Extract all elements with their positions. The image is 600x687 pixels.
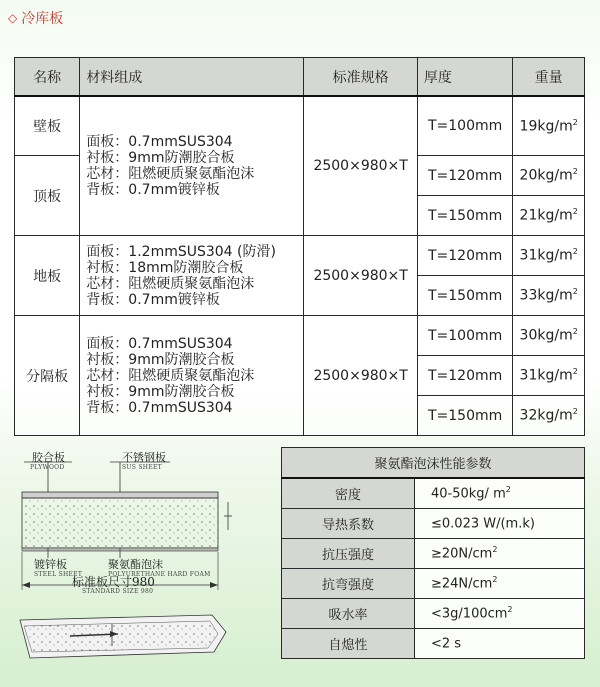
material-cell xyxy=(80,96,304,236)
thickness-cell: T=150mm xyxy=(417,396,512,436)
size-cell: 2500×980×T xyxy=(304,236,418,316)
thickness-cell: T=150mm xyxy=(417,196,512,236)
material-line: 衬板：9mm防潮胶合板 xyxy=(86,383,235,400)
weight-cell: $19kg/m^2$ xyxy=(513,96,585,156)
thickness-cell: T=100mm xyxy=(417,96,512,156)
foam-table-title: 聚氨酯泡沫性能参数 xyxy=(282,448,585,479)
property-name: 自熄性 xyxy=(282,629,415,659)
material-line: 芯材：阻燃硬质聚氨酯泡沫 xyxy=(86,166,255,182)
table-row xyxy=(282,599,585,629)
material-line: 芯材：阻燃硬质聚氨酯泡沫 xyxy=(86,275,255,292)
plywood-label: 胶合板 xyxy=(32,451,65,464)
section-title: 冷库板 xyxy=(21,11,64,27)
material-line: 衬板：9mm防潮胶合板 xyxy=(86,150,235,166)
material-line: 芯材：阻燃硬质聚氨酯泡沫 xyxy=(86,367,255,384)
panel-name: 壁板 xyxy=(15,96,80,156)
diamond-icon: ◇ xyxy=(8,11,18,25)
material-line: 衬板：18mm防潮胶合板 xyxy=(86,259,244,276)
thickness-cell: T=150mm xyxy=(417,276,512,316)
weight-cell: $33kg/m^2$ xyxy=(513,276,585,316)
standard-size-label-en: STANDARD SIZE 980 xyxy=(82,588,154,595)
property-value: $\ge 20N/cm^2$ xyxy=(415,539,585,569)
col-header-name: 名称 xyxy=(15,58,80,97)
material-line: 面板：0.7mmSUS304 xyxy=(86,134,233,150)
material-cell xyxy=(80,236,304,316)
table-row xyxy=(15,96,585,156)
sus-sheet-label: 不锈钢板 xyxy=(122,451,166,464)
col-header-size: 标准规格 xyxy=(304,58,418,97)
table-row xyxy=(15,236,585,276)
sus-sheet-label-en: SUS SHEET xyxy=(122,464,162,471)
weight-cell: $31kg/m^2$ xyxy=(513,356,585,396)
material-line: 面板：0.7mmSUS304 xyxy=(86,335,233,352)
material-line: 背板：0.7mm镀锌板 xyxy=(86,182,220,198)
material-line: 面板：1.2mmSUS304 (防滑) xyxy=(86,243,276,260)
thickness-cell: T=120mm xyxy=(417,156,512,196)
property-name: 吸水率 xyxy=(282,599,415,629)
size-cell: 2500×980×T xyxy=(304,316,418,436)
steel-sheet-label-en: STEEL SHEET xyxy=(34,571,83,578)
spec-header-row xyxy=(15,58,585,97)
property-name: 抗弯强度 xyxy=(282,569,415,599)
material-line: 背板：0.7mmSUS304 xyxy=(86,399,233,416)
table-row xyxy=(282,509,585,539)
foam-label: 聚氨酯泡沫 xyxy=(108,558,163,571)
weight-cell: $21kg/m^2$ xyxy=(513,196,585,236)
spec-table xyxy=(14,57,585,436)
property-value: $\ge 24N/cm^2$ xyxy=(415,569,585,599)
section-heading xyxy=(8,8,63,28)
property-value: 40-50kg/ $m^2$ xyxy=(415,478,585,509)
steel-sheet-label: 镀锌板 xyxy=(34,558,67,571)
weight-cell: $31kg/m^2$ xyxy=(513,236,585,276)
table-row xyxy=(282,478,585,509)
thickness-cell: T=120mm xyxy=(417,236,512,276)
panel-cross-section-diagram xyxy=(0,440,250,687)
foam-label-en: POLYURETHANE HARD FOAM xyxy=(108,571,211,578)
property-name: 密度 xyxy=(282,478,415,509)
col-header-thickness: 厚度 xyxy=(417,58,512,97)
weight-cell: $20kg/m^2$ xyxy=(513,156,585,196)
col-header-weight: 重量 xyxy=(513,58,585,97)
property-value: ≤0.023 W/(m.k) xyxy=(415,509,585,539)
material-cell xyxy=(80,316,304,436)
size-cell: 2500×980×T xyxy=(304,96,418,236)
plywood-label-en: PLYWOOD xyxy=(30,464,65,471)
material-line: 衬板：9mm防潮胶合板 xyxy=(86,351,235,368)
table-row xyxy=(282,539,585,569)
panel-name: 分隔板 xyxy=(15,316,80,436)
table-row xyxy=(15,316,585,356)
property-value: <2 s xyxy=(415,629,585,659)
table-row xyxy=(282,629,585,659)
foam-properties-table xyxy=(281,447,585,659)
property-name: 导热系数 xyxy=(282,509,415,539)
thickness-cell: T=120mm xyxy=(417,356,512,396)
panel-name: 地板 xyxy=(15,236,80,316)
foam-header-row xyxy=(282,448,585,479)
weight-cell: $32kg/m^2$ xyxy=(513,396,585,436)
table-row xyxy=(282,569,585,599)
standard-size-label: 标准板尺寸980 xyxy=(72,575,155,589)
weight-cell: $30kg/m^2$ xyxy=(513,316,585,356)
col-header-material: 材料组成 xyxy=(80,58,304,97)
property-name: 抗压强度 xyxy=(282,539,415,569)
thickness-cell: T=100mm xyxy=(417,316,512,356)
material-line: 背板：0.7mm镀锌板 xyxy=(86,291,220,308)
property-value: $<3g/100cm^2$ xyxy=(415,599,585,629)
panel-name: 顶板 xyxy=(15,156,80,236)
